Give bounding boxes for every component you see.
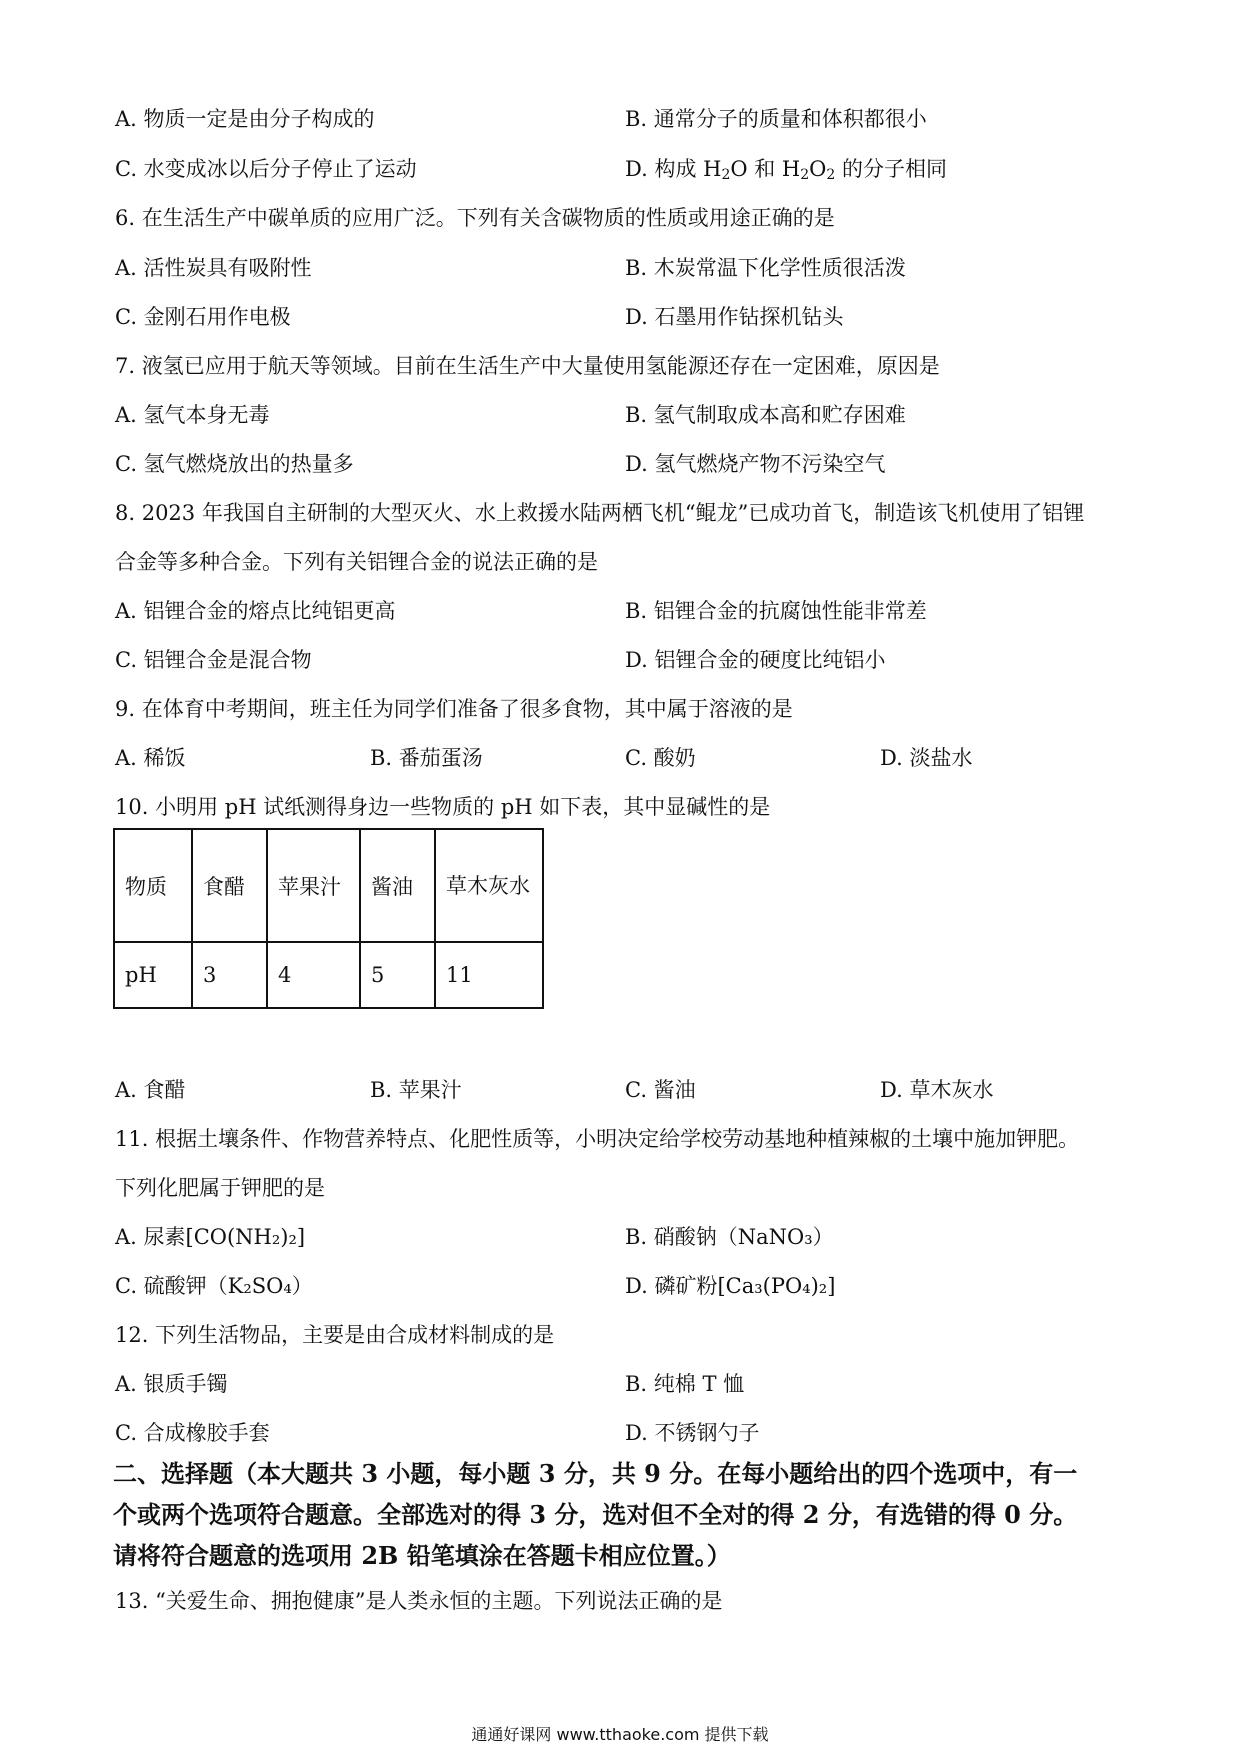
- q9-option-a: A. 稀饭: [115, 746, 186, 770]
- page-footer: 通通好课网 www.tthaoke.com 提供下载: [471, 1725, 769, 1744]
- q10-option-c: C. 酱油: [625, 1078, 696, 1102]
- q8-stem-line1: 8. 2023 年我国自主研制的大型灭火、水上救援水陆两栖飞机“鲲龙”已成功首飞，制造该飞机使用了铝锂: [115, 501, 1085, 525]
- q5-option-d: D. 构成 $H_2O$ 和 $H_2O_2$ 的分子相同: [625, 157, 947, 183]
- q5-option-c: C. 水变成冰以后分子停止了运动: [115, 157, 417, 181]
- q10-option-d: D. 草木灰水: [880, 1078, 994, 1102]
- ph-table-cell: 苹果汁: [267, 829, 360, 942]
- q6-option-d: D. 石墨用作钻探机钻头: [625, 305, 844, 329]
- q11-stem-line1: 11. 根据土壤条件、作物营养特点、化肥性质等，小明决定给学校劳动基地种植辣椒的土壤中施加钾肥。: [115, 1127, 1080, 1151]
- q12-option-c: C. 合成橡胶手套: [115, 1421, 270, 1445]
- q12-option-a: A. 银质手镯: [115, 1372, 228, 1396]
- section2-heading-line2: 个或两个选项符合题意。全部选对的得 3 分，选对但不全对的得 2 分，有选错的得 0 分。: [113, 1500, 1078, 1529]
- section2-heading-line1: 二、选择题（本大题共 3 小题，每小题 3 分，共 9 分。在每小题给出的四个选项中，有一: [113, 1459, 1078, 1488]
- q9-option-b: B. 番茄蛋汤: [370, 746, 483, 770]
- q6-option-b: B. 木炭常温下化学性质很活泼: [625, 256, 906, 280]
- q11-option-a: A. 尿素[CO(NH₂)₂]: [115, 1225, 306, 1249]
- q10-option-a: A. 食醋: [115, 1078, 186, 1102]
- q9-option-d: D. 淡盐水: [880, 746, 973, 770]
- ph-table-cell: 物质: [114, 829, 192, 942]
- q8-option-a: A. 铝锂合金的熔点比纯铝更高: [115, 599, 396, 623]
- q10-stem: 10. 小明用 pH 试纸测得身边一些物质的 pH 如下表，其中显碱性的是: [115, 795, 771, 819]
- ph-table-cell: 草木灰水: [435, 829, 543, 942]
- q9-stem: 9. 在体育中考期间，班主任为同学们准备了很多食物，其中属于溶液的是: [115, 697, 793, 721]
- q8-option-b: B. 铝锂合金的抗腐蚀性能非常差: [625, 599, 927, 623]
- ph-table-cell: 3: [192, 942, 267, 1008]
- q10-option-b: B. 苹果汁: [370, 1078, 462, 1102]
- q7-option-d: D. 氢气燃烧产物不污染空气: [625, 452, 886, 476]
- ph-table: [113, 828, 544, 1009]
- q8-stem-line2: 合金等多种合金。下列有关铝锂合金的说法正确的是: [115, 550, 598, 574]
- q5-option-b: B. 通常分子的质量和体积都很小: [625, 107, 927, 131]
- ph-table-cell: pH: [114, 942, 192, 1008]
- q9-option-c: C. 酸奶: [625, 746, 696, 770]
- section2-heading-line3: 请将符合题意的选项用 2B 铅笔填涂在答题卡相应位置。）: [113, 1541, 731, 1570]
- q12-option-b: B. 纯棉 T 恤: [625, 1372, 745, 1396]
- ph-table-header-row: [114, 829, 543, 942]
- ph-table-cell: 酱油: [360, 829, 435, 942]
- ph-table-value-row: [114, 942, 543, 1008]
- q12-option-d: D. 不锈钢勺子: [625, 1421, 760, 1445]
- q5-option-a: A. 物质一定是由分子构成的: [115, 107, 375, 131]
- q7-option-b: B. 氢气制取成本高和贮存困难: [625, 403, 906, 427]
- ph-table-cell: 11: [435, 942, 543, 1008]
- q6-option-c: C. 金刚石用作电极: [115, 305, 291, 329]
- q7-stem: 7. 液氢已应用于航天等领域。目前在生活生产中大量使用氢能源还存在一定困难，原因是: [115, 354, 940, 378]
- q11-option-c: C. 硫酸钾（K₂SO₄）: [115, 1274, 313, 1298]
- q8-option-d: D. 铝锂合金的硬度比纯铝小: [625, 648, 886, 672]
- q11-option-b: B. 硝酸钠（NaNO₃）: [625, 1225, 834, 1249]
- q11-option-d: D. 磷矿粉[Ca₃(PO₄)₂]: [625, 1274, 836, 1298]
- q6-stem: 6. 在生活生产中碳单质的应用广泛。下列有关含碳物质的性质或用途正确的是: [115, 206, 835, 230]
- q11-stem-line2: 下列化肥属于钾肥的是: [115, 1176, 325, 1200]
- q8-option-c: C. 铝锂合金是混合物: [115, 648, 312, 672]
- q6-option-a: A. 活性炭具有吸附性: [115, 256, 312, 280]
- ph-table-cell: 5: [360, 942, 435, 1008]
- q13-stem: 13. “关爱生命、拥抱健康”是人类永恒的主题。下列说法正确的是: [115, 1589, 723, 1613]
- q7-option-c: C. 氢气燃烧放出的热量多: [115, 452, 354, 476]
- q7-option-a: A. 氢气本身无毒: [115, 403, 270, 427]
- q12-stem: 12. 下列生活物品，主要是由合成材料制成的是: [115, 1323, 555, 1347]
- ph-table-cell: 4: [267, 942, 360, 1008]
- ph-table-cell: 食醋: [192, 829, 267, 942]
